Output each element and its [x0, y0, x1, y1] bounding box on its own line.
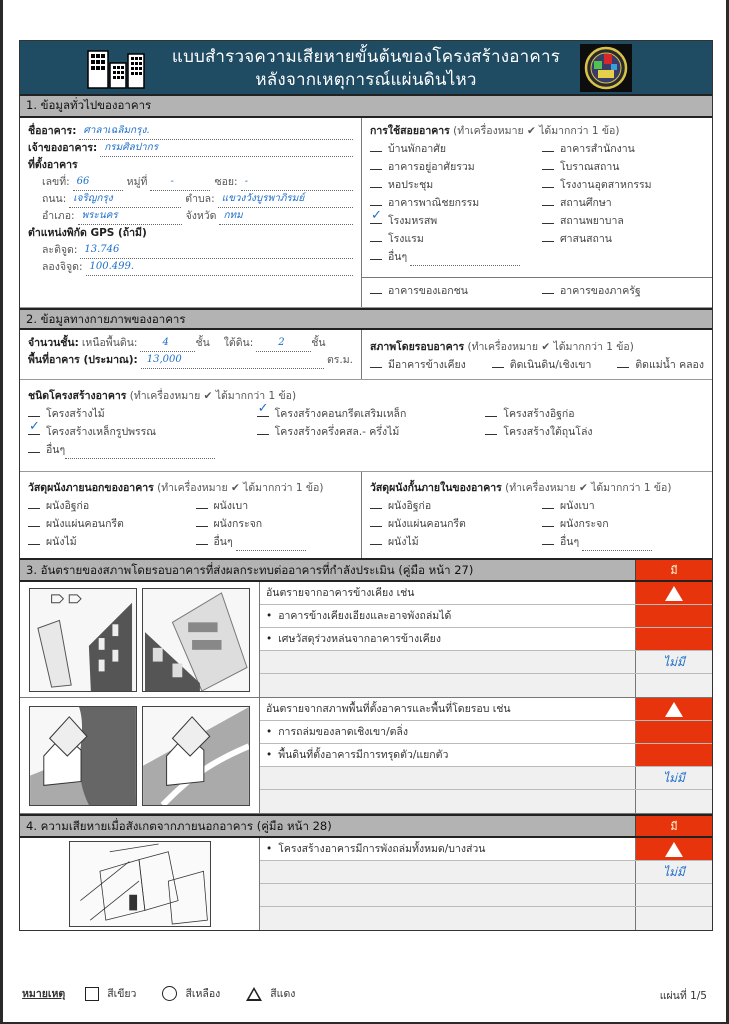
structure-option[interactable]: โครงสร้างใต้ถุนโล่ง	[485, 423, 704, 441]
soi-value: -	[244, 176, 248, 187]
hazard-2-images	[20, 698, 260, 813]
latitude-field[interactable]	[28, 242, 353, 259]
latitude-label: ละติจูด:	[42, 244, 78, 256]
checkbox[interactable]	[257, 424, 269, 435]
grey-cell	[635, 907, 712, 930]
checkbox[interactable]	[617, 357, 629, 368]
subdistrict-label: ตำบล:	[185, 193, 215, 205]
usage-option-other[interactable]: อื่นๆ	[370, 248, 532, 266]
latitude-value: 13.746	[84, 244, 120, 255]
location-label: ที่ตั้งอาคาร	[28, 159, 78, 171]
exterior-wall-hint: (ทำเครื่องหมาย ✔ ได้มากกว่า 1 ข้อ)	[157, 482, 324, 494]
ext-wall-option-other[interactable]: อื่นๆ	[196, 533, 354, 551]
checkbox[interactable]	[370, 516, 382, 527]
section-3-header	[20, 558, 712, 582]
ext-wall-option[interactable]: ผนังกระจก	[196, 515, 354, 533]
square-icon	[85, 987, 99, 1001]
structure-option[interactable]: โครงสร้างอิฐก่อ	[485, 405, 704, 423]
floors-column	[20, 330, 362, 379]
legend-red: สีแดง	[246, 985, 295, 1002]
department-seal-icon	[580, 44, 632, 92]
triangle-icon	[665, 586, 683, 601]
triangle-icon	[665, 842, 683, 857]
section-2-header: 2. ข้อมูลทางกายภาพของอาคาร	[20, 308, 712, 330]
usage-option[interactable]: บ้านพักอาศัย	[370, 140, 532, 158]
structure-option-steel[interactable]: ✓โครงสร้างเหล็กรูปพรรณ	[28, 423, 247, 441]
hazard-1-rows	[260, 582, 712, 697]
checkbox[interactable]	[370, 231, 382, 242]
present-column-header: มี	[635, 560, 712, 580]
longitude-value: 100.499.	[89, 261, 135, 272]
surroundings-option[interactable]: มีอาคารข้างเคียง	[370, 356, 466, 374]
title-line-2: หลังจากเหตุการณ์แผ่นดินไหว	[255, 70, 477, 90]
exterior-damage-rows	[260, 838, 712, 930]
usage-option[interactable]: โบราณสถาน	[542, 158, 704, 176]
floors-label: จำนวนชั้น:	[28, 337, 79, 349]
district-field[interactable]	[78, 211, 182, 225]
address-line-3	[28, 208, 353, 225]
longitude-field[interactable]	[28, 259, 353, 276]
checkbox[interactable]	[370, 159, 382, 170]
hazard-2-answer[interactable]	[635, 767, 712, 789]
blank-line	[260, 767, 635, 789]
surroundings-option[interactable]: ติดแม่น้ำ คลอง	[617, 356, 704, 374]
owner-field[interactable]	[28, 140, 353, 157]
circle-icon	[162, 986, 177, 1001]
legend-label: หมายเหตุ	[22, 988, 66, 1000]
checkbox[interactable]	[542, 159, 554, 170]
below-ground-field[interactable]	[256, 338, 311, 352]
usage-option[interactable]: โรงแรม	[370, 230, 532, 248]
road-label: ถนน:	[42, 193, 67, 205]
section-4-header	[20, 814, 712, 838]
grey-cell	[635, 884, 712, 906]
district-value: พระนคร	[81, 210, 118, 221]
floor-unit: ชั้น	[195, 337, 210, 349]
collapse-item: • โครงสร้างอาคารมีการพังถล่มทั้งหมด/บางส่วน	[260, 838, 635, 860]
exterior-wall-column	[20, 472, 362, 558]
grey-cell	[635, 674, 712, 697]
floors-and-surroundings-row	[20, 330, 712, 380]
checkbox[interactable]	[370, 498, 382, 509]
ext-wall-option[interactable]: ผนังเบา	[196, 497, 354, 515]
usage-hint: (ทำเครื่องหมาย ✔ ได้มากกว่า 1 ข้อ)	[453, 125, 620, 137]
usage-option[interactable]: สถานศึกษา	[542, 194, 704, 212]
hazard-1-bullet: • อาคารข้างเคียงเอียงและอาจพังถล่มได้	[260, 605, 635, 627]
structure-option[interactable]: โครงสร้างครึ่งคสล.- ครึ่งไม้	[257, 423, 476, 441]
collapsed-building-illustration	[69, 841, 211, 927]
wall-materials-row	[20, 472, 712, 558]
general-info-column	[20, 118, 362, 307]
buildings-icon	[86, 49, 156, 89]
checkbox[interactable]	[542, 195, 554, 206]
checkbox-checked[interactable]	[370, 213, 382, 224]
above-ground-label: เหนือพื้นดิน:	[81, 337, 138, 349]
usage-option[interactable]: หอประชุม	[370, 176, 532, 194]
section-4-title: 4. ความเสียหายเมื่อสังเกตจากภายนอกอาคาร (คู่มือ หน้า 28)	[20, 816, 635, 836]
interior-wall-column	[362, 472, 712, 558]
int-wall-option[interactable]: ผนังแผ่นคอนกรีต	[370, 515, 532, 533]
interior-wall-title: วัสดุผนังกั้นภายในของอาคาร	[370, 482, 502, 494]
exterior-wall-title: วัสดุผนังภายนอกของอาคาร	[28, 482, 154, 494]
grey-cell	[635, 790, 712, 813]
int-wall-option[interactable]: ผนังอิฐก่อ	[370, 497, 532, 515]
gps-label: ตำแหน่งพิกัด GPS (ถ้ามี)	[28, 227, 147, 239]
address-line-2	[28, 191, 353, 208]
house-no-label: เลขที่:	[42, 176, 70, 188]
blank-line	[260, 651, 635, 673]
checkbox[interactable]	[370, 195, 382, 206]
hazard-1-heading: อันตรายจากอาคารข้างเคียง เช่น	[266, 587, 415, 599]
tilting-building-illustration	[29, 588, 137, 692]
structure-option-rc[interactable]: ✓ โครงสร้างคอนกรีตเสริมเหล็ก	[257, 405, 476, 423]
hazard-2-heading: อันตรายจากสภาพพื้นที่ตั้งอาคารและพื้นที่โดยรอบ เช่น	[266, 703, 511, 715]
checkbox[interactable]	[485, 424, 497, 435]
landslide-house-illustration	[29, 706, 137, 806]
blank-line	[260, 674, 635, 697]
owner-label: เจ้าของอาคาร:	[28, 142, 98, 154]
subdistrict-field[interactable]	[218, 194, 353, 208]
hazard-2-rows	[260, 698, 712, 813]
red-cell	[635, 605, 712, 627]
surroundings-hint: (ทำเครื่องหมาย ✔ ได้มากกว่า 1 ข้อ)	[467, 341, 634, 353]
usage-option[interactable]: ศาสนสถาน	[542, 230, 704, 248]
road-field[interactable]	[69, 194, 181, 208]
house-no-value: 66	[76, 176, 90, 187]
handwritten-none: ไม่มี	[663, 654, 685, 669]
above-ground-field[interactable]	[140, 338, 195, 352]
interior-wall-hint: (ทำเครื่องหมาย ✔ ได้มากกว่า 1 ข้อ)	[505, 482, 672, 494]
usage-option[interactable]: สถานพยาบาล	[542, 212, 704, 230]
address-line-1	[28, 174, 353, 191]
road-value: เจริญกรุง	[73, 193, 113, 204]
checkbox[interactable]	[196, 516, 208, 527]
checkbox[interactable]	[542, 177, 554, 188]
hazard-2-red-mark[interactable]	[635, 698, 712, 720]
blank-line	[260, 884, 635, 906]
checkbox-checked[interactable]	[28, 424, 40, 435]
form-banner	[20, 41, 712, 96]
handwritten-none: ไม่มี	[663, 864, 685, 879]
moo-value: -	[170, 176, 174, 187]
hazard-2-bullet: • การถล่มของลาดเชิงเขา/ตลิ่ง	[260, 721, 635, 743]
hazard-1-images	[20, 582, 260, 697]
blank-line	[260, 861, 635, 883]
owner-value: กรมศิลปากร	[104, 142, 159, 153]
below-ground-label: ใต้ดิน:	[223, 337, 254, 349]
checkbox[interactable]	[542, 231, 554, 242]
province-value: กทม	[223, 210, 243, 221]
building-name-value: ศาลาเฉลิมกรุง.	[83, 125, 150, 136]
checkbox-checked[interactable]	[257, 406, 269, 417]
area-value: 13,000	[146, 354, 182, 365]
checkbox[interactable]	[196, 498, 208, 509]
floor-unit: ชั้น	[311, 337, 326, 349]
exterior-damage-block	[20, 838, 712, 930]
triangle-icon	[665, 702, 683, 717]
blank-line	[260, 907, 635, 930]
section-1-body	[20, 118, 712, 308]
hazard-adjacent-buildings	[20, 582, 712, 698]
int-wall-option-other[interactable]: อื่นๆ	[542, 533, 704, 551]
checkbox[interactable]	[196, 534, 208, 545]
checkbox[interactable]	[492, 357, 504, 368]
structure-option-other[interactable]: อื่นๆ	[28, 441, 247, 459]
hazard-2-bullet: • พื้นดินที่ตั้งอาคารมีการทรุดตัว/แยกตัว	[260, 744, 635, 766]
checkbox[interactable]	[28, 406, 40, 417]
hazard-site-conditions	[20, 698, 712, 814]
form-title	[170, 46, 562, 92]
checkbox[interactable]	[28, 516, 40, 527]
legend-green: สีเขียว	[85, 985, 136, 1002]
soi-field[interactable]	[241, 177, 353, 191]
surroundings-option[interactable]: ติดเนินดิน/เชิงเขา	[492, 356, 592, 374]
district-label: อำเภอ:	[42, 210, 75, 222]
checkbox[interactable]	[370, 534, 382, 545]
subdistrict-value: แขวงวังบูรพาภิรมย์	[221, 193, 305, 204]
checkbox[interactable]	[370, 177, 382, 188]
checkbox[interactable]	[542, 534, 554, 545]
area-unit: ตร.ม.	[326, 354, 353, 366]
int-wall-option[interactable]: ผนังเบา	[542, 497, 704, 515]
present-column-header: มี	[635, 816, 712, 836]
exterior-damage-image	[20, 838, 260, 930]
area-label: พื้นที่อาคาร (ประมาณ):	[28, 354, 138, 366]
checkbox[interactable]	[542, 516, 554, 527]
building-name-field[interactable]	[28, 123, 353, 140]
ground-crack-house-illustration	[142, 706, 250, 806]
usage-option[interactable]: อาคารพาณิชยกรรม	[370, 194, 532, 212]
moo-field[interactable]	[150, 177, 210, 191]
surroundings-title: สภาพโดยรอบอาคาร	[370, 341, 465, 353]
structure-type-column	[20, 380, 712, 471]
title-line-1: แบบสำรวจความเสียหายขั้นต้นของโครงสร้างอาคาร	[171, 47, 561, 67]
checkbox[interactable]	[542, 141, 554, 152]
ownership-public[interactable]: อาคารของภาครัฐ	[542, 282, 704, 300]
floors-field	[28, 335, 353, 352]
hazard-1-answer[interactable]	[635, 651, 712, 673]
above-ground-value: 4	[162, 337, 169, 348]
below-ground-value: 2	[278, 337, 285, 348]
collapse-red-mark[interactable]	[635, 838, 712, 860]
triangle-icon	[246, 987, 262, 1001]
usage-option[interactable]: โรงงานอุตสาหกรรม	[542, 176, 704, 194]
section-1-header: 1. ข้อมูลทั่วไปของอาคาร	[20, 96, 712, 118]
red-cell	[635, 721, 712, 743]
province-label: จังหวัด	[185, 210, 217, 222]
handwritten-none: ไม่มี	[663, 770, 685, 785]
house-no-field[interactable]	[73, 177, 123, 191]
ext-wall-option[interactable]: ผนังอิฐก่อ	[28, 497, 186, 515]
building-name-label: ชื่ออาคาร:	[28, 125, 77, 137]
moo-label: หมู่ที่	[126, 176, 148, 188]
red-cell	[635, 744, 712, 766]
usage-option-theater[interactable]: ✓โรงมหรสพ	[370, 212, 532, 230]
area-field	[28, 352, 353, 369]
usage-column	[362, 118, 712, 307]
legend	[22, 985, 321, 1002]
hazard-1-bullet: • เศษวัสดุร่วงหล่นจากอาคารข้างเคียง	[260, 628, 635, 650]
usage-title: การใช้สอยอาคาร	[370, 125, 450, 137]
soi-label: ซอย:	[214, 176, 238, 188]
usage-option[interactable]: อาคารอยู่อาศัยรวม	[370, 158, 532, 176]
ownership-private[interactable]: อาคารของเอกชน	[370, 282, 532, 300]
red-cell	[635, 628, 712, 650]
usage-option[interactable]: อาคารสำนักงาน	[542, 140, 704, 158]
survey-form	[19, 40, 713, 931]
structure-option[interactable]: โครงสร้างไม้	[28, 405, 247, 423]
legend-yellow: สีเหลือง	[162, 985, 220, 1002]
province-field[interactable]	[219, 211, 353, 225]
damaged-building-illustration	[142, 588, 250, 692]
checkbox[interactable]	[370, 141, 382, 152]
checkbox[interactable]	[542, 283, 554, 294]
structure-hint: (ทำเครื่องหมาย ✔ ได้มากกว่า 1 ข้อ)	[129, 390, 297, 402]
area-input[interactable]	[141, 355, 324, 369]
blank-line	[260, 790, 635, 813]
surroundings-column	[362, 330, 712, 379]
longitude-label: ลองจิจูด:	[42, 261, 83, 273]
checkbox[interactable]	[28, 442, 40, 453]
int-wall-option[interactable]: ผนังกระจก	[542, 515, 704, 533]
collapse-answer[interactable]	[635, 861, 712, 883]
ext-wall-option[interactable]: ผนังแผ่นคอนกรีต	[28, 515, 186, 533]
checkbox[interactable]	[28, 498, 40, 509]
checkbox[interactable]	[370, 249, 382, 260]
checkbox[interactable]	[370, 357, 382, 368]
int-wall-option[interactable]: ผนังไม้	[370, 533, 532, 551]
checkbox[interactable]	[28, 534, 40, 545]
page-number: แผ่นที่ 1/5	[659, 990, 707, 1002]
checkbox[interactable]	[542, 213, 554, 224]
hazard-1-red-mark[interactable]	[635, 582, 712, 604]
checkbox[interactable]	[370, 283, 382, 294]
structure-type-row	[20, 380, 712, 472]
checkbox[interactable]	[485, 406, 497, 417]
section-3-title: 3. อันตรายของสภาพโดยรอบอาคารที่ส่งผลกระทบต่ออาคารที่กำลังประเมิน (คู่มือ หน้า 27)	[20, 560, 635, 580]
structure-title: ชนิดโครงสร้างอาคาร	[28, 390, 127, 402]
ext-wall-option[interactable]: ผนังไม้	[28, 533, 186, 551]
checkbox[interactable]	[542, 498, 554, 509]
